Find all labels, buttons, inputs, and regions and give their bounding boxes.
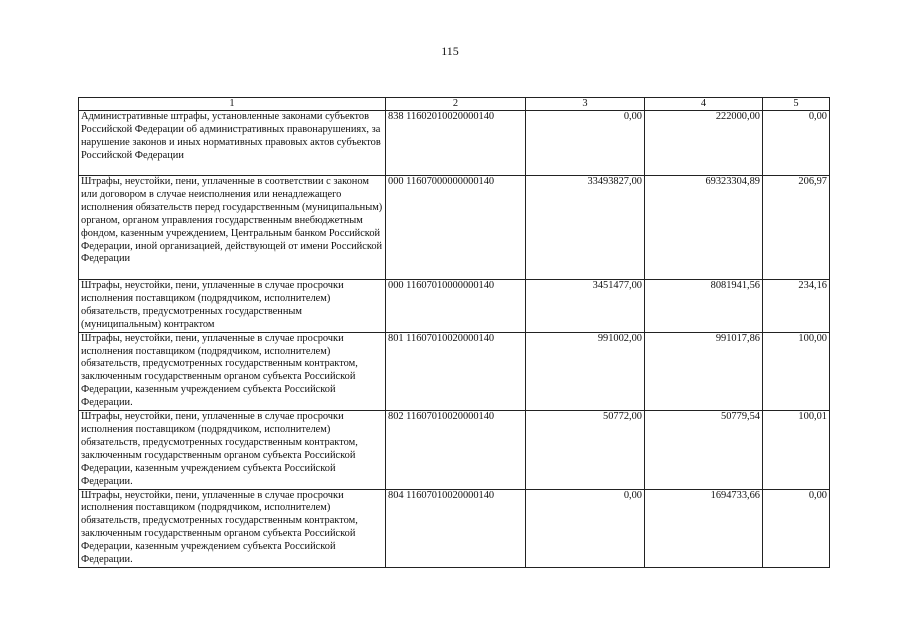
header-col-3: 3	[526, 98, 645, 111]
row-code: 000 11607010000000140	[386, 280, 526, 333]
row-code: 804 11607010020000140	[386, 489, 526, 567]
row-value-col3: 0,00	[526, 111, 645, 176]
row-value-col5: 0,00	[763, 111, 830, 176]
table-row	[79, 489, 830, 567]
row-code: 801 11607010020000140	[386, 332, 526, 410]
table-row	[79, 411, 830, 489]
row-value-col5: 100,01	[763, 411, 830, 489]
row-value-col5: 0,00	[763, 489, 830, 567]
row-name: Административные штрафы, установленные законами субъектов Российской Федерации об административных правонарушениях, за нарушение законов и иных нормативных правовых актов субъектов Российской Федерации	[79, 111, 386, 176]
row-value-col5: 100,00	[763, 332, 830, 410]
row-code: 838 11602010020000140	[386, 111, 526, 176]
table-row	[79, 332, 830, 410]
row-value-col4: 8081941,56	[645, 280, 763, 333]
table-row	[79, 111, 830, 176]
row-code: 000 11607000000000140	[386, 176, 526, 280]
row-name: Штрафы, неустойки, пени, уплаченные в соответствии с законом или договором в случае неисполнения или ненадлежащего исполнения обязательств перед государственным (муниципальным) органом, органом управления государственным внебюджетным фондом, казенным учреждением, Центральным банком Российской Федерации, иной организацией, действующей от имени Российской Федерации	[79, 176, 386, 280]
row-value-col3: 991002,00	[526, 332, 645, 410]
row-name: Штрафы, неустойки, пени, уплаченные в случае просрочки исполнения поставщиком (подрядчиком, исполнителем) обязательств, предусмотренных государственным контрактом, заключенным государственным органом субъекта Российской Федерации, казенным учреждением субъекта Российской Федерации.	[79, 411, 386, 489]
row-name: Штрафы, неустойки, пени, уплаченные в случае просрочки исполнения поставщиком (подрядчиком, исполнителем) обязательств, предусмотренных государственным контрактом, заключенным государственным органом субъекта Российской Федерации, казенным учреждением субъекта Российской Федерации.	[79, 332, 386, 410]
row-value-col5: 234,16	[763, 280, 830, 333]
row-name: Штрафы, неустойки, пени, уплаченные в случае просрочки исполнения поставщиком (подрядчиком, исполнителем) обязательств, предусмотренных государственным контрактом, заключенным государственным органом субъекта Российской Федерации, казенным учреждением субъекта Российской Федерации.	[79, 489, 386, 567]
row-name: Штрафы, неустойки, пени, уплаченные в случае просрочки исполнения поставщиком (подрядчиком, исполнителем) обязательств, предусмотренных государственным (муниципальным) контрактом	[79, 280, 386, 333]
revenue-table	[78, 97, 830, 568]
row-value-col4: 222000,00	[645, 111, 763, 176]
row-value-col3: 3451477,00	[526, 280, 645, 333]
row-value-col4: 50779,54	[645, 411, 763, 489]
page-number: 115	[441, 44, 459, 58]
row-value-col3: 0,00	[526, 489, 645, 567]
table-header-row	[79, 98, 830, 111]
header-col-5: 5	[763, 98, 830, 111]
row-code: 802 11607010020000140	[386, 411, 526, 489]
row-value-col3: 50772,00	[526, 411, 645, 489]
row-value-col4: 991017,86	[645, 332, 763, 410]
row-value-col5: 206,97	[763, 176, 830, 280]
table-row	[79, 176, 830, 280]
header-col-1: 1	[79, 98, 386, 111]
table-row	[79, 280, 830, 333]
row-value-col4: 69323304,89	[645, 176, 763, 280]
row-value-col4: 1694733,66	[645, 489, 763, 567]
header-col-4: 4	[645, 98, 763, 111]
row-value-col3: 33493827,00	[526, 176, 645, 280]
header-col-2: 2	[386, 98, 526, 111]
